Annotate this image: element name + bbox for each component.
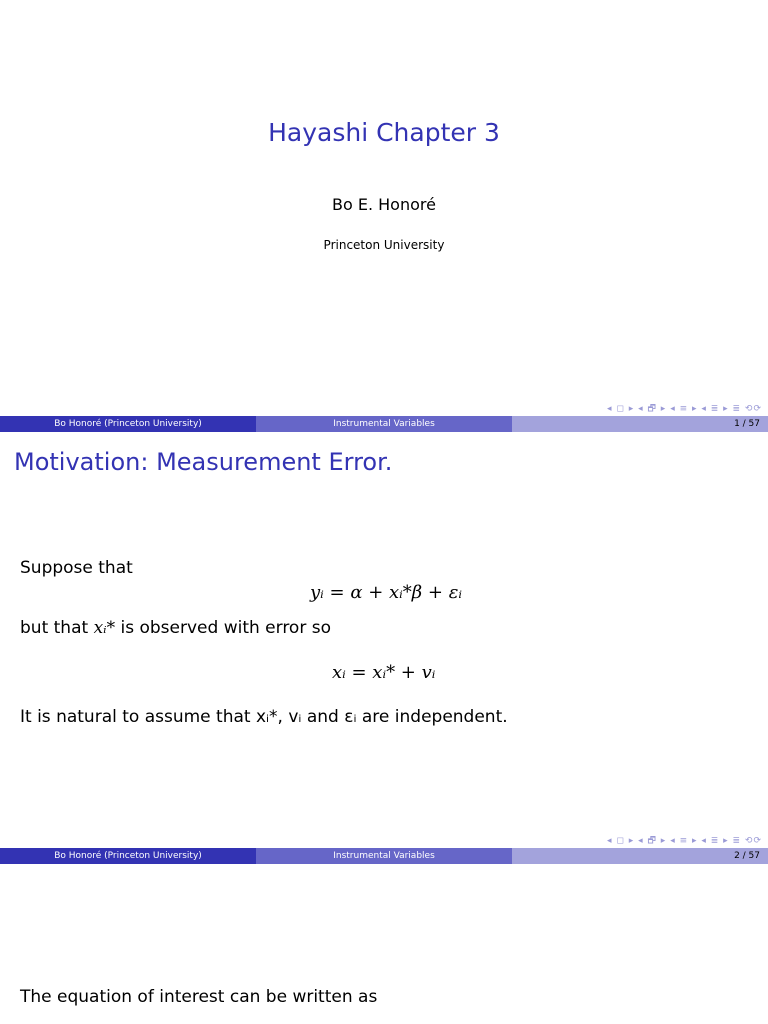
- text-equation-interest: The equation of interest can be written as: [20, 987, 378, 1007]
- beamer-navigation-icons[interactable]: ◂ ◻ ▸ ◂ 🗗 ▸ ◂ ≡ ▸ ◂ ≣ ▸ ≣ ⟲⟳: [607, 404, 762, 414]
- presentation-title: Hayashi Chapter 3: [268, 118, 500, 147]
- equation-measurement-text: xᵢ = xᵢ* + vᵢ: [332, 662, 436, 683]
- slide-3: [0, 864, 768, 1024]
- text-suppose: Suppose that: [20, 558, 133, 578]
- footer-author: Bo Honoré (Princeton University): [0, 416, 256, 432]
- text-observed-error: [20, 618, 331, 638]
- equation-measurement: [332, 662, 435, 683]
- text-observed-pre: but that: [20, 618, 89, 638]
- beamer-navigation-icons[interactable]: ◂ ◻ ▸ ◂ 🗗 ▸ ◂ ≡ ▸ ◂ ≣ ▸ ≣ ⟲⟳: [607, 836, 762, 846]
- text-observed-post: is observed with error so: [120, 618, 331, 638]
- slide-footer: [0, 416, 768, 432]
- text-observed-var: xᵢ*: [93, 618, 116, 638]
- slide-2: [0, 432, 768, 864]
- footer-author: Bo Honoré (Princeton University): [0, 848, 256, 864]
- footer-title: Instrumental Variables: [256, 416, 512, 432]
- equation-model: [310, 582, 462, 603]
- author-name: Bo E. Honoré: [332, 195, 436, 214]
- equation-model-text: yᵢ = α + xᵢ*β + εᵢ: [310, 582, 462, 603]
- slide-1: [0, 0, 768, 432]
- footer-page-number: 1 / 57: [512, 416, 768, 432]
- frame-title: Motivation: Measurement Error.: [14, 448, 393, 476]
- institute-name: Princeton University: [323, 238, 445, 252]
- footer-title: Instrumental Variables: [256, 848, 512, 864]
- text-independence: It is natural to assume that xᵢ*, vᵢ and εᵢ are independent.: [20, 707, 508, 727]
- slide-footer: [0, 848, 768, 864]
- footer-page-number: 2 / 57: [512, 848, 768, 864]
